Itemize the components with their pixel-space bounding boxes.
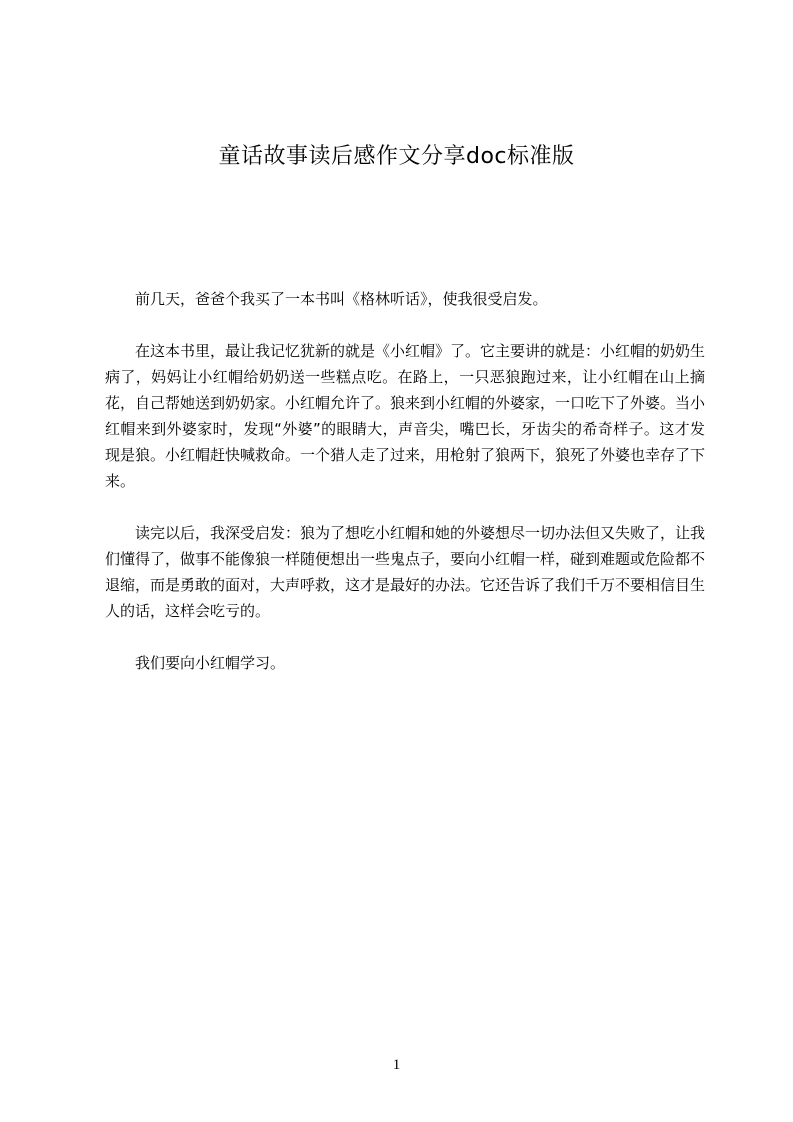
document-body <box>105 286 705 702</box>
document-title: 童话故事读后感作文分享doc标准版 <box>218 144 575 169</box>
paragraph-intro: 前几天，爸爸个我买了一本书叫《格林听话》，使我很受启发。 <box>135 290 548 308</box>
page-number: 1 <box>392 1057 401 1073</box>
paragraph-reflection: 读完以后，我深受启发：狼为了想吃小红帽和她的外婆想尽一切办法但又失败了，让我们懂得了，做事不能像狼一样随便想出一些鬼点子，要向小红帽一样，碰到难题或危险都不退缩，而是勇敢的面对，大声呼救，这才是最好的办法。它还告诉了我们千万不要相信目生人的话，这样会吃亏的。 <box>105 524 706 620</box>
paragraph-conclusion: 我们要向小红帽学习。 <box>135 654 286 672</box>
paragraph-story-summary: 在这本书里，最让我记忆犹新的就是《小红帽》了。它主要讲的就是：小红帽的奶奶生病了，妈妈让小红帽给奶奶送一些糕点吃。在路上，一只恶狼跑过来，让小红帽在山上摘花，自己帮她送到奶奶家。小红帽允许了。狼来到小红帽的外婆家，一口吃下了外婆。当小红帽来到外婆家时，发现“外婆”的眼睛大，声音尖，嘴巴长，牙齿尖的希奇样子。这才发现是狼。小红帽赶快喊救命。一个猎人走了过来，用枪射了狼两下，狼死了外婆也幸存了下来。 <box>105 342 706 490</box>
